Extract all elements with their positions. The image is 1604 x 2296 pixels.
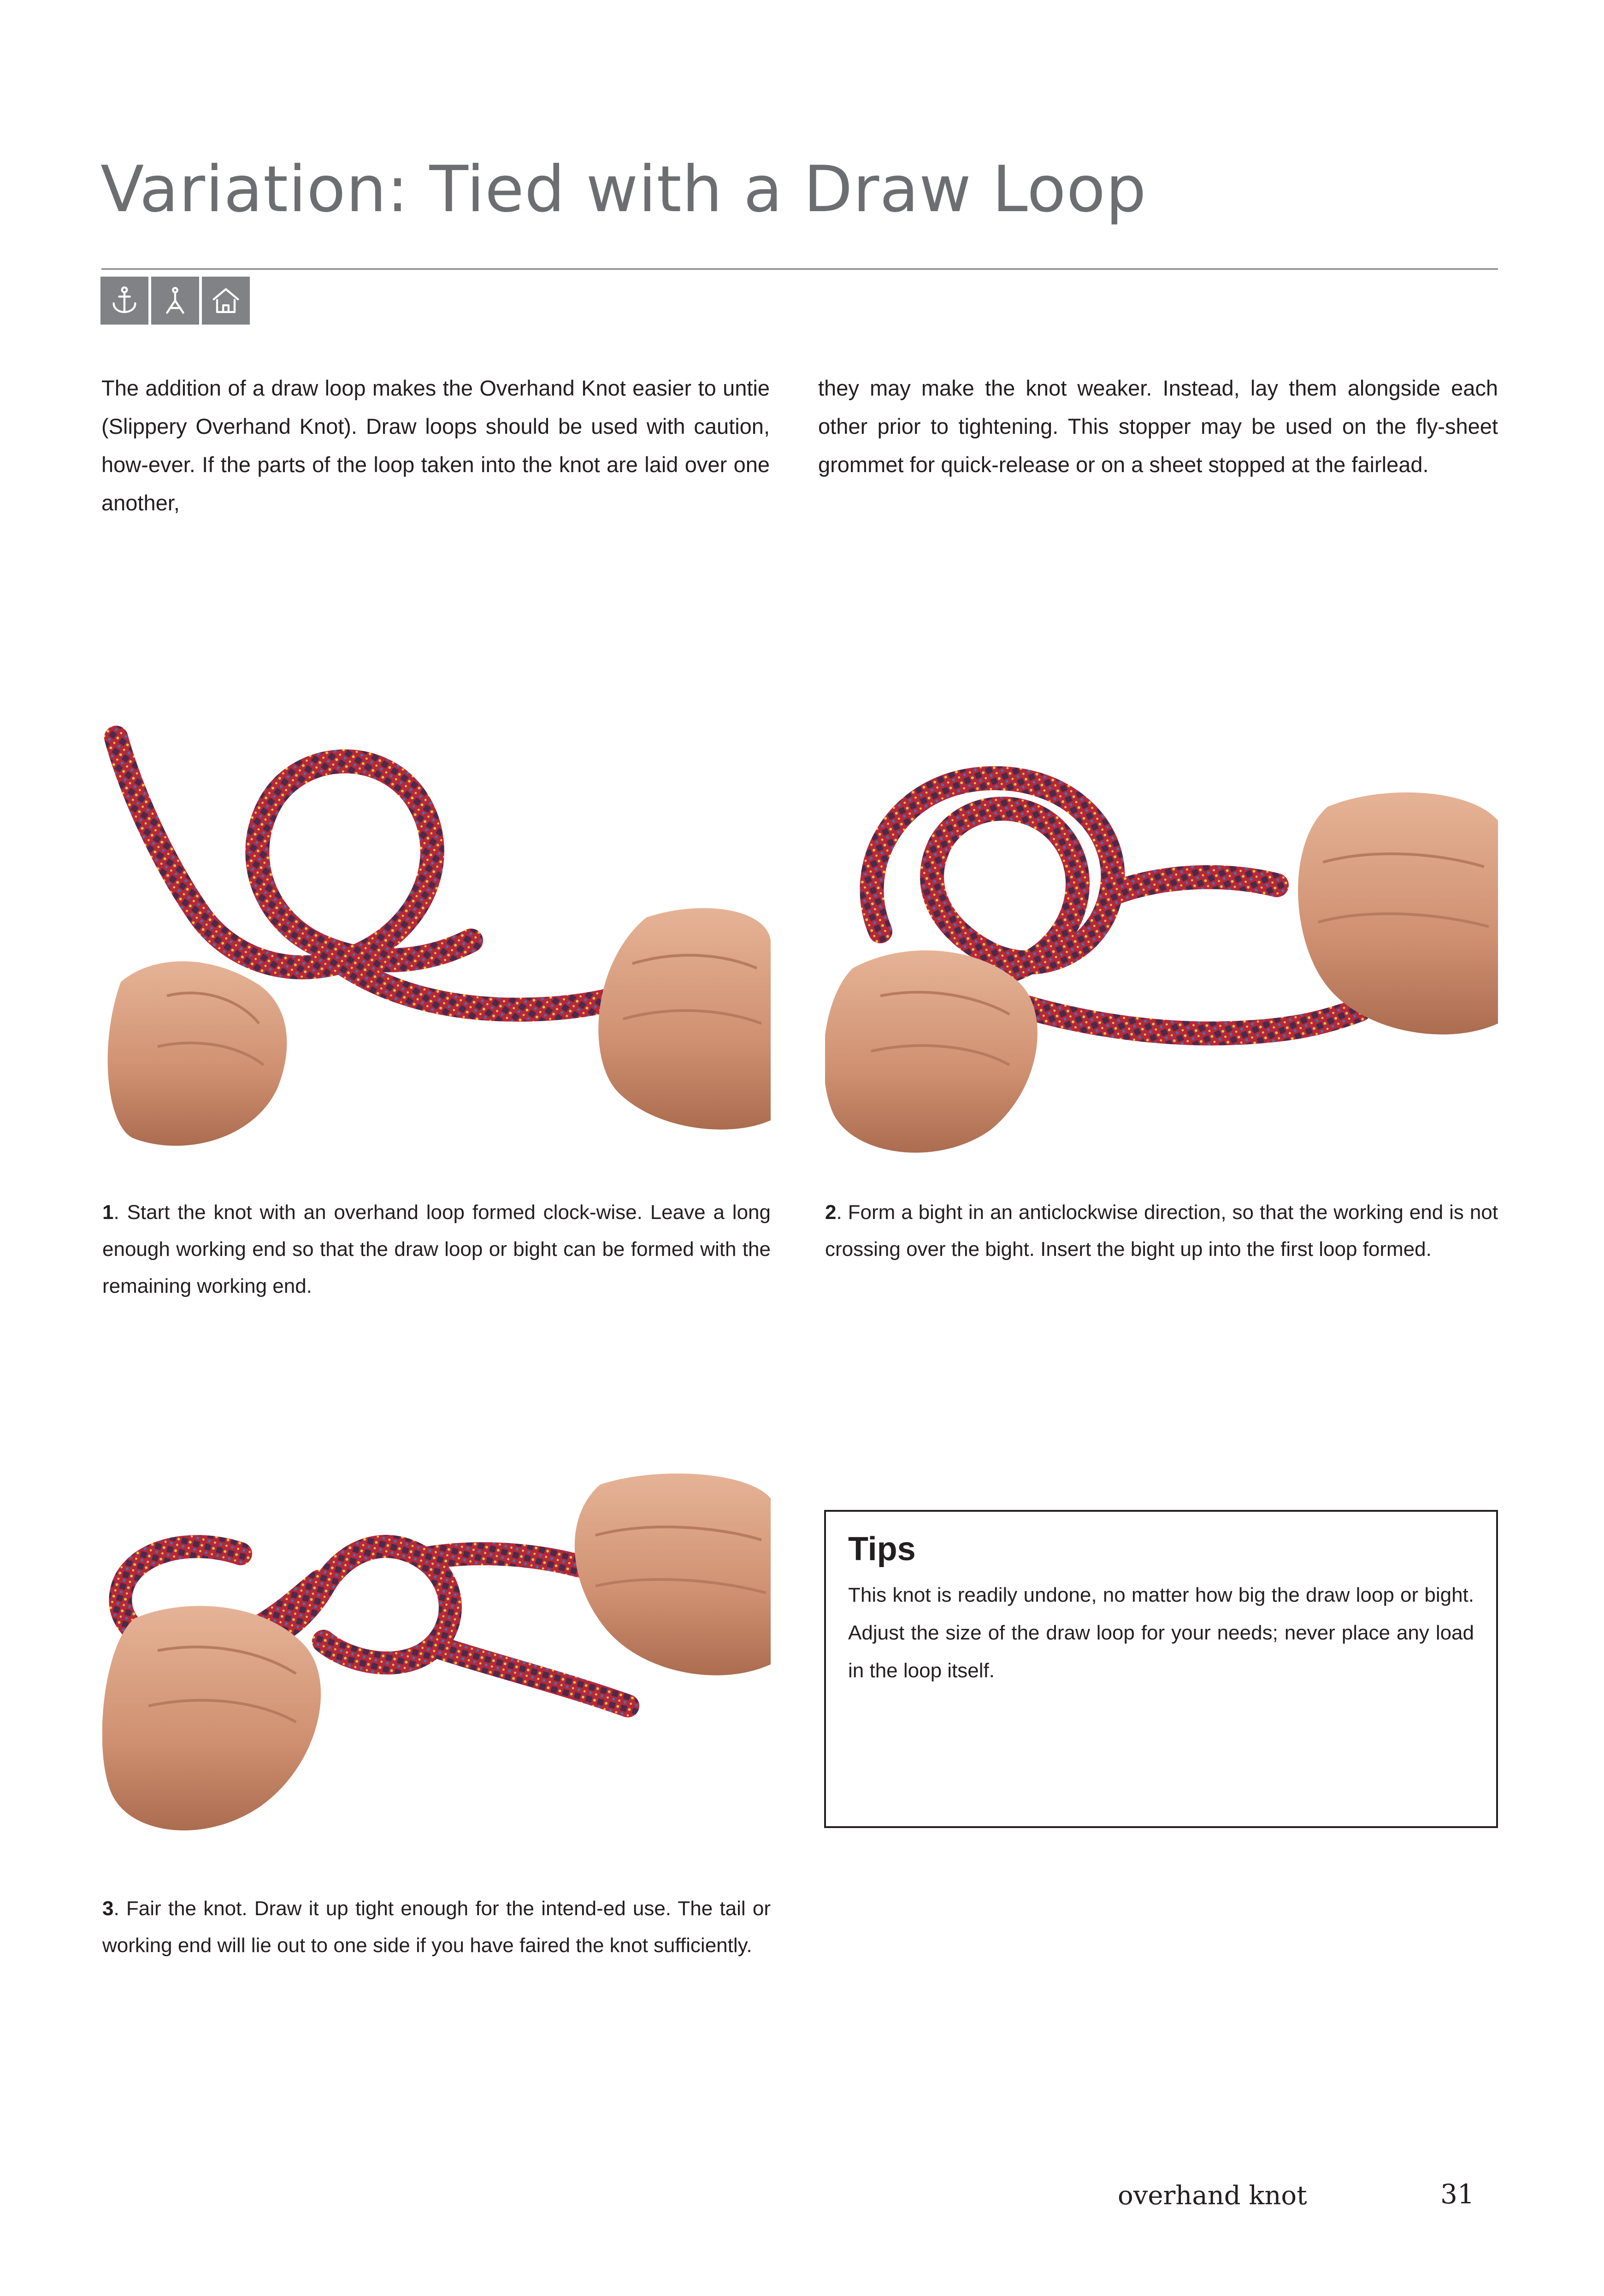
footer-chapter-title: overhand knot [1118,2181,1307,2211]
step-1-photo [102,724,771,1166]
climbing-icon [151,277,199,325]
step-2-number: 2 [825,1201,837,1224]
step-2-text: . Form a bight in an anticlockwise direction, so that the working end is not crossing over the bight. Insert the bight up into the first loop formed. [825,1201,1498,1260]
home-icon [202,277,250,325]
step-1-number: 1 [102,1201,114,1224]
category-icon-strip [100,277,250,325]
step-3-photo [102,1466,771,1849]
step-2-photo [825,738,1498,1166]
intro-paragraph-left: The addition of a draw loop makes the Overhand Knot easier to untie (Slippery Overhand Knot). Draw loops should be used with caution, how-ever. If the parts of the loop taken into the knot are laid over one another, [101,376,770,515]
intro-paragraph-right: they may make the knot weaker. Instead, lay them alongside each other prior to tightening. This stopper may be used on the fly-sheet grommet for quick-release or on a sheet stopped at the fairlead. [818,376,1498,477]
tips-heading: Tips [848,1531,916,1568]
step-3-text: . Fair the knot. Draw it up tight enough for the intend-ed use. The tail or working end will lie out to one side if you have faired the knot sufficiently. [102,1897,771,1957]
page-title: Variation: Tied with a Draw Loop [100,152,1147,226]
footer-page-number: 31 [1440,2178,1474,2210]
tips-box [824,1510,1498,1828]
anchor-icon [100,277,148,325]
step-1-text: . Start the knot with an overhand loop formed clock-wise. Leave a long enough working end so that the draw loop or bight can be formed with the remaining working end. [102,1201,771,1297]
step-2-caption [825,1194,1498,1268]
step-1-caption [102,1194,771,1305]
step-3-caption [102,1890,771,1964]
title-divider [101,268,1498,270]
step-3-number: 3 [102,1897,114,1920]
tips-body: This knot is readily undone, no matter how big the draw loop or bight. Adjust the size of the draw loop for your needs; never place any load in the loop itself. [848,1584,1474,1682]
